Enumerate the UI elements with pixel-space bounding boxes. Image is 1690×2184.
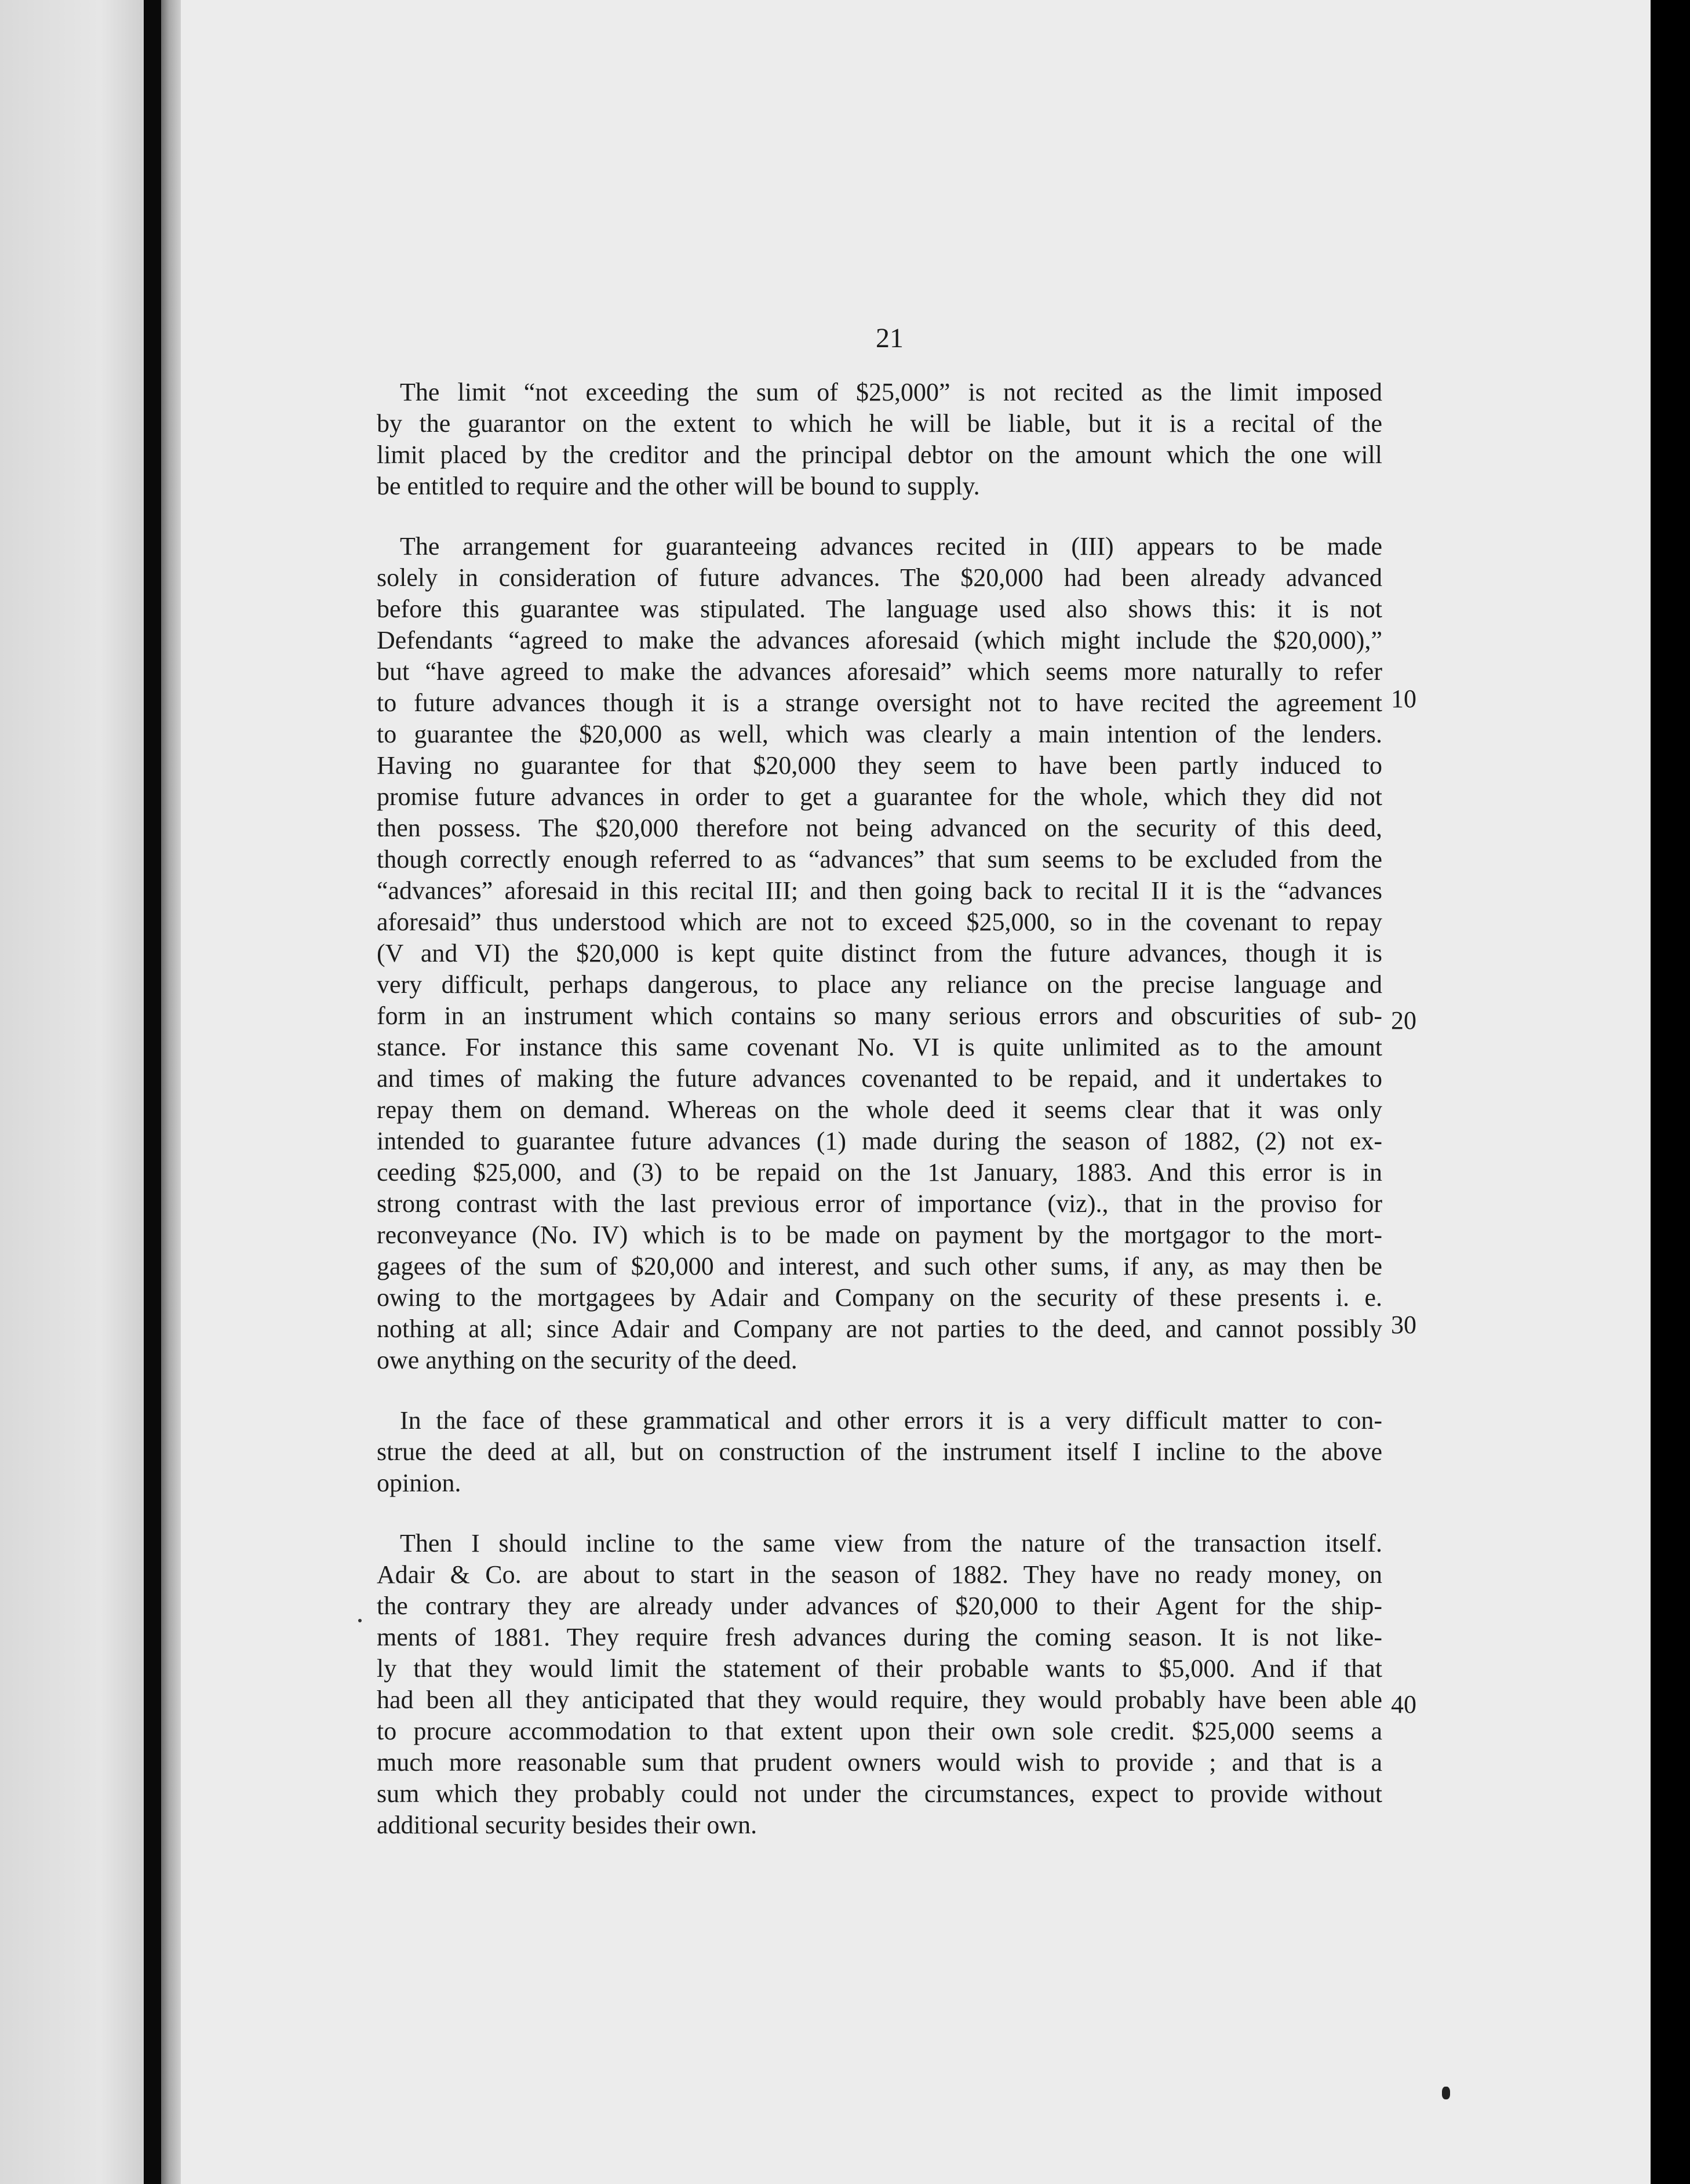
text-line: stance. For instance this same covenant No. VI is quite unlimited as to the amount bbox=[377, 1033, 1382, 1061]
text-line: aforesaid” thus understood which are not to exceed $25,000, so in the covenant to repay bbox=[377, 908, 1382, 936]
text-line: Adair & Co. are about to start in the season of 1882. They have no ready money, on bbox=[377, 1560, 1382, 1589]
text-line: strue the deed at all, but on construction of the instrument itself I incline to the above bbox=[377, 1437, 1382, 1466]
text-line: and times of making the future advances covenanted to be repaid, and it undertakes to bbox=[377, 1064, 1382, 1093]
text-line: intended to guarantee future advances (1) made during the season of 1882, (2) not ex- bbox=[377, 1127, 1382, 1155]
text-line: before this guarantee was stipulated. The language used also shows this: it is not bbox=[377, 595, 1382, 623]
text-line: (V and VI) the $20,000 is kept quite distinct from the future advances, though it is bbox=[377, 939, 1382, 967]
text-line: The limit “not exceeding the sum of $25,000” is not recited as the limit imposed bbox=[400, 378, 1382, 406]
line-number-10: 10 bbox=[1391, 685, 1416, 713]
right-page-edge bbox=[1651, 0, 1690, 2184]
text-line: to procure accommodation to that extent upon their own sole credit. $25,000 seems a bbox=[377, 1717, 1382, 1745]
text-line: to guarantee the $20,000 as well, which was clearly a main intention of the lenders. bbox=[377, 720, 1382, 748]
text-line: Defendants “agreed to make the advances aforesaid (which might include the $20,000),” bbox=[377, 626, 1382, 654]
page-number: 21 bbox=[876, 323, 904, 354]
text-line: nothing at all; since Adair and Company are not parties to the deed, and cannot possibly bbox=[377, 1315, 1382, 1343]
text-line: opinion. bbox=[377, 1469, 461, 1497]
text-line: gagees of the sum of $20,000 and interest, and such other sums, if any, as may then be bbox=[377, 1252, 1382, 1280]
text-line: much more reasonable sum that prudent owners would wish to provide ; and that is a bbox=[377, 1748, 1382, 1777]
paragraph bbox=[377, 377, 1382, 502]
text-line: The arrangement for guaranteeing advances recited in (III) appears to be made bbox=[400, 532, 1382, 560]
previous-page-edge bbox=[0, 0, 144, 2184]
paragraph bbox=[377, 1528, 1382, 1841]
text-line: to future advances though it is a strange oversight not to have recited the agreement bbox=[377, 689, 1382, 717]
line-number-20: 20 bbox=[1391, 1006, 1416, 1035]
text-line: Then I should incline to the same view from the nature of the transaction itself. bbox=[400, 1529, 1382, 1557]
margin-line-numbers bbox=[1391, 0, 1437, 2184]
print-speck bbox=[358, 1619, 362, 1622]
paragraph bbox=[377, 1405, 1382, 1499]
text-line: “advances” aforesaid in this recital III; and then going back to recital II it is the “advances bbox=[377, 876, 1382, 905]
text-line: had been all they anticipated that they would require, they would probably have been able bbox=[377, 1686, 1382, 1714]
text-line: repay them on demand. Whereas on the whole deed it seems clear that it was only bbox=[377, 1095, 1382, 1124]
text-line: reconveyance (No. IV) which is to be made on payment by the mortgagor to the mort- bbox=[377, 1221, 1382, 1249]
text-line: solely in consideration of future advances. The $20,000 had been already advanced bbox=[377, 563, 1382, 592]
text-line: the contrary they are already under advances of $20,000 to their Agent for the ship- bbox=[377, 1592, 1382, 1620]
text-line: then possess. The $20,000 therefore not being advanced on the security of this deed, bbox=[377, 814, 1382, 842]
text-line: be entitled to require and the other will be bound to supply. bbox=[377, 472, 980, 500]
text-line: ments of 1881. They require fresh advances during the coming season. It is not like- bbox=[377, 1623, 1382, 1651]
text-line: owe anything on the security of the deed. bbox=[377, 1346, 797, 1374]
text-line: by the guarantor on the extent to which he will be liable, but it is a recital of the bbox=[377, 409, 1382, 438]
text-line: promise future advances in order to get a guarantee for the whole, which they did not bbox=[377, 782, 1382, 811]
text-line: form in an instrument which contains so many serious errors and obscurities of sub- bbox=[377, 1002, 1382, 1030]
text-line: ceeding $25,000, and (3) to be repaid on the 1st January, 1883. And this error is in bbox=[377, 1158, 1382, 1186]
text-line: owing to the mortgagees by Adair and Company on the security of these presents i. e. bbox=[377, 1283, 1382, 1312]
text-line: In the face of these grammatical and other errors it is a very difficult matter to con- bbox=[400, 1406, 1382, 1435]
text-line: sum which they probably could not under the circumstances, expect to provide without bbox=[377, 1779, 1382, 1808]
paragraph bbox=[377, 531, 1382, 1376]
ink-blot bbox=[1442, 2087, 1450, 2099]
text-line: strong contrast with the last previous error of importance (viz)., that in the proviso for bbox=[377, 1189, 1382, 1218]
text-line: but “have agreed to make the advances aforesaid” which seems more naturally to refer bbox=[377, 657, 1382, 686]
line-number-40: 40 bbox=[1391, 1690, 1416, 1719]
line-number-30: 30 bbox=[1391, 1311, 1416, 1339]
body-text bbox=[377, 377, 1382, 1870]
text-line: additional security besides their own. bbox=[377, 1811, 757, 1839]
text-line: limit placed by the creditor and the principal debtor on the amount which the one will bbox=[377, 441, 1382, 469]
text-line: Having no guarantee for that $20,000 they seem to have been partly induced to bbox=[377, 751, 1382, 780]
text-line: though correctly enough referred to as “advances” that sum seems to be excluded from the bbox=[377, 845, 1382, 873]
text-line: ly that they would limit the statement of their probable wants to $5,000. And if that bbox=[377, 1654, 1382, 1683]
gutter-shadow bbox=[161, 0, 181, 2184]
book-gutter bbox=[144, 0, 161, 2184]
text-line: very difficult, perhaps dangerous, to place any reliance on the precise language and bbox=[377, 970, 1382, 999]
